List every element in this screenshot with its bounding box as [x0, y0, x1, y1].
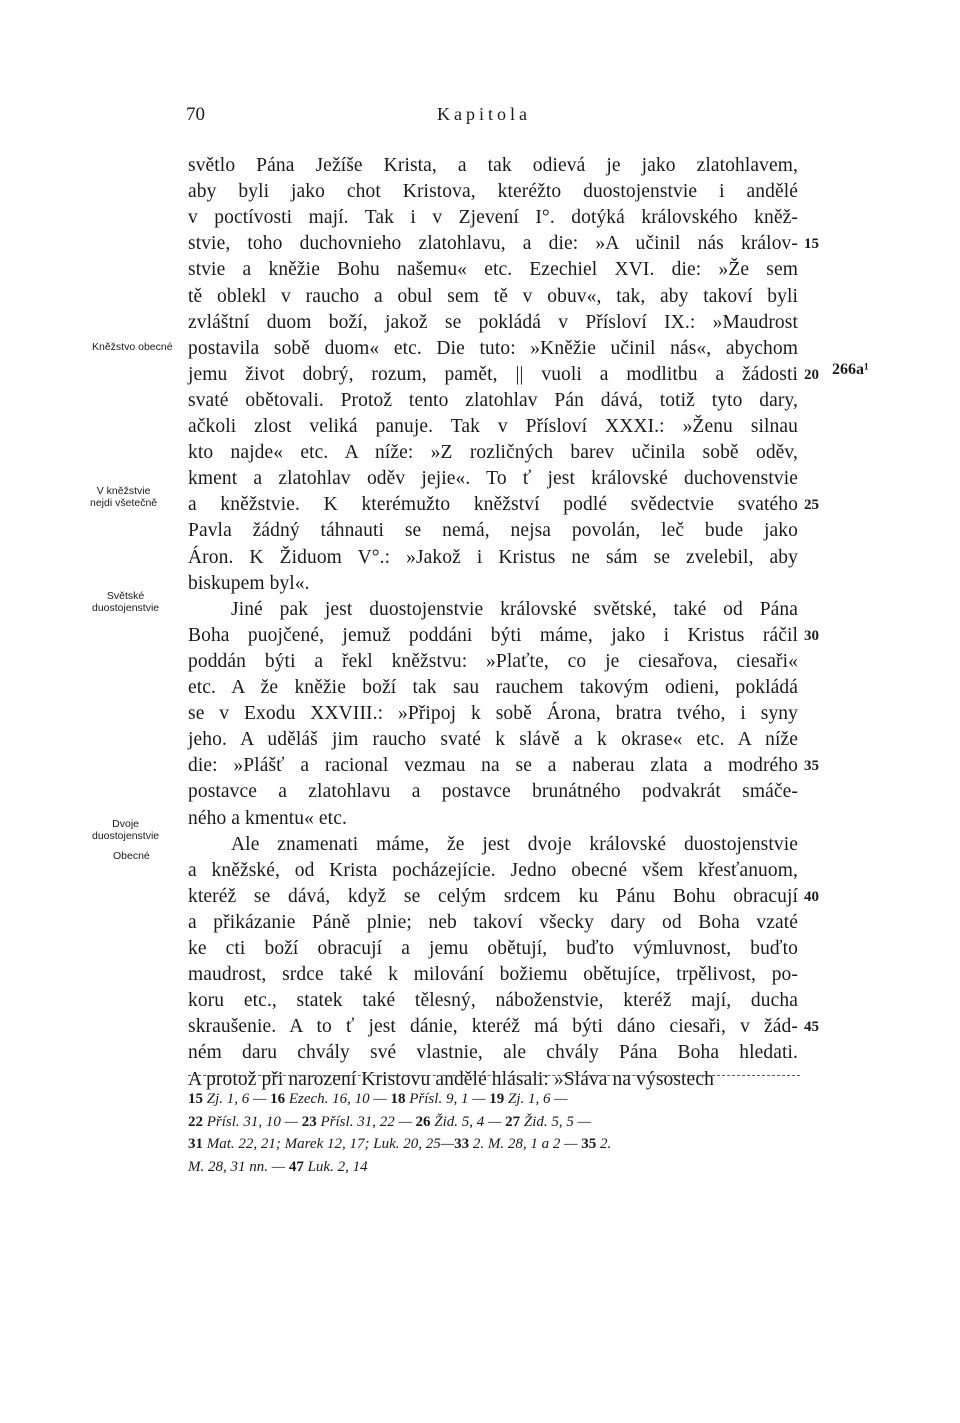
text-line: zvláštní duom boží, jakož se pokládá v Přísloví IX.: »Maudrost — [188, 311, 798, 333]
text-line: svaté obětovali. Protož tento zlatohlav Pán dává, totiž tyto dary, — [188, 389, 798, 411]
text-line: postavce a zlatohlavu a postavce brunátného podvakrát smáče- — [188, 781, 798, 803]
footnote-reference: Zj. 1, 6 — — [203, 1091, 271, 1107]
running-head: Kapitola — [437, 104, 531, 124]
footnote-number: 16 — [270, 1091, 286, 1107]
margin-note-knezstvo-obecne: Kněžstvo obecné — [92, 341, 173, 353]
text-line: maudrost, srdce také k milování božiemu obětujíce, trpělivost, po- — [188, 964, 798, 986]
text-line: aby byli jako chot Kristova, kteréžto duostojenstvie i andělé — [188, 181, 798, 203]
margin-note-line: duostojenstvie — [92, 602, 160, 614]
footnote-reference: Mat. 22, 21; Marek 12, 17; Luk. 20, 25— — [203, 1136, 455, 1152]
text-line: kment a zlatohlav oděv jejie«. To ť jest královské duchovenstvie — [188, 468, 798, 490]
footnote-reference: 2. — [596, 1136, 612, 1152]
text-line: etc. A že kněžie boží tak sau rauchem takovým odieni, pokládá — [188, 677, 798, 698]
page-number: 70 — [186, 104, 205, 125]
text-line: ačkoli zlost veliká panuje. Tak v Přísloví XXXI.: »Ženu silnau — [188, 416, 798, 437]
margin-note-line: nejdi všetečně — [90, 497, 158, 509]
line-number: 40 — [804, 888, 819, 905]
footnote-reference: M. 28, 31 nn. — — [188, 1158, 289, 1175]
margin-note-line: V kněžstvie — [96, 485, 151, 497]
text-line: die: »Plášť a racional vezmau na se a naberau zlata a modrého — [188, 755, 798, 777]
text-line: koru etc., statek také tělesný, náboženstvie, kteréž mají, ducha — [188, 990, 798, 1012]
text-line: jemu život dobrý, rozum, pamět, || vuoli a modlitbu a žádosti — [188, 363, 798, 385]
margin-note-dvoje — [92, 818, 159, 842]
footnote-reference: Přísl. 9, 1 — — [405, 1091, 490, 1107]
footnote-line — [188, 1133, 800, 1155]
footnote-reference: Žid. 5, 4 — — [430, 1113, 506, 1130]
footnote-reference: Ezech. 16, 10 — — [285, 1091, 391, 1107]
line-number: 15 — [804, 236, 819, 253]
footnote-line — [188, 1156, 800, 1178]
text-line: ném daru chvály své vlastnie, ale chvály Pána Boha hledati. — [188, 1042, 798, 1064]
footnote-number: 26 — [415, 1113, 431, 1130]
footnote-number: 27 — [505, 1113, 521, 1130]
text-line: postavila sobě duom« etc. Die tuto: »Kněžie učinil nás«, abychom — [188, 337, 798, 359]
text-line: stvie, toho duchovnieho zlatohlavu, a die: »A učinil nás králov- — [188, 233, 798, 255]
footnote-line — [188, 1088, 800, 1110]
margin-note-svetske — [92, 590, 159, 614]
text-line: poddán býti a řekl kněžstvu: »Plaťte, co je ciesařova, ciesaři« — [188, 650, 798, 672]
line-number: 20 — [804, 366, 819, 383]
text-line: Pavla žádný táhnauti se nemá, nejsa povolán, leč bude jako — [188, 520, 798, 542]
text-line: kto najde« etc. A níže: »Z rozličných barev učinila sobě oděv, — [188, 442, 798, 464]
footnote-rule — [188, 1075, 800, 1076]
footnote-number: 19 — [489, 1091, 505, 1107]
text-line: ného a kmentu« etc. — [188, 807, 347, 829]
footnote-number: 15 — [188, 1091, 203, 1107]
text-line: biskupem byl«. — [188, 572, 310, 594]
text-line: a kněžské, od Krista pocházejície. Jedno obecné všem křesťanuom, — [188, 859, 798, 881]
text-line: Boha puojčené, jemuž poddáni býti máme, jako i Kristus ráčil — [188, 624, 798, 646]
text-line: A protož při narození Kristovu andělé hlásali: »Sláva na výsostech — [188, 1068, 714, 1090]
footnote-reference: Zj. 1, 6 — — [504, 1091, 568, 1107]
margin-note-line: Světské — [106, 590, 145, 602]
footnote-reference: Žid. 5, 5 — — [520, 1113, 591, 1130]
text-line: v poctívosti mají. Tak i v Zjevení I°. dotýká královského kněž- — [188, 207, 798, 229]
margin-note-obecne: Obecné — [113, 850, 150, 862]
line-number: 30 — [804, 627, 819, 644]
text-line: tě oblekl v raucho a obul sem tě v obuv«, tak, aby takoví byli — [188, 285, 798, 307]
footnote-reference: Přísl. 31, 22 — — [316, 1113, 416, 1130]
footnote-reference: 2. M. 28, 1 a 2 — — [469, 1136, 582, 1152]
footnote-number: 18 — [390, 1091, 406, 1107]
text-line: skraušenie. A to ť jest dánie, kteréž má býti dáno ciesaři, v žád- — [188, 1016, 798, 1038]
line-number: 25 — [804, 497, 819, 514]
margin-note-line: duostojenstvie — [92, 830, 160, 842]
footnote-number: 47 — [288, 1158, 304, 1175]
text-line: se v Exodu XXVIII.: »Připoj k sobě Árona, bratra tvého, i syny — [188, 703, 798, 725]
line-number: 35 — [804, 758, 819, 775]
text-line: stvie a kněžie Bohu našemu« etc. Ezechiel XVI. die: »Že sem — [188, 259, 798, 281]
text-line: Jiné pak jest duostojenstvie královské světské, také od Pána — [231, 598, 798, 620]
footnote-number: 31 — [188, 1136, 203, 1152]
text-line: ke cti boží obracují a jemu obětují, buďto výmluvnost, buďto — [188, 938, 798, 959]
footnote-number: 33 — [454, 1136, 470, 1152]
footnote-number: 35 — [581, 1136, 597, 1152]
footnote-reference: Přísl. 31, 10 — — [203, 1113, 302, 1130]
text-line: jeho. A uděláš jim raucho svaté k slávě a k okrase« etc. A níže — [188, 729, 798, 751]
footnote-reference: Luk. 2, 14 — [303, 1158, 368, 1175]
text-line: Ale znamenati máme, že jest dvoje královské duostojenstvie — [231, 833, 798, 855]
text-line: kteréž se dává, když se celým srdcem ku Pánu Bohu obracují — [188, 885, 798, 907]
text-line: Áron. K Židuom V°.: »Jakož i Kristus ne sám se zvelebil, aby — [188, 546, 798, 568]
margin-note-line: Dvoje — [112, 818, 139, 830]
text-line: a přikázanie Páně plnie; neb takoví všecky dary od Boha vzaté — [188, 911, 798, 933]
margin-note-v-knezstvie — [90, 485, 157, 509]
text-line: světlo Pána Ježíše Krista, a tak odievá je jako zlatohlavem, — [188, 155, 798, 176]
footnote-number: 23 — [301, 1113, 317, 1130]
line-number: 45 — [804, 1019, 819, 1036]
text-line: a kněžstvie. K kterémužto kněžství podlé svědectvie svatého — [188, 494, 798, 516]
footnote-number: 22 — [188, 1113, 203, 1130]
footnote-line — [188, 1111, 800, 1133]
folio-mark: 266a¹ — [832, 361, 869, 378]
